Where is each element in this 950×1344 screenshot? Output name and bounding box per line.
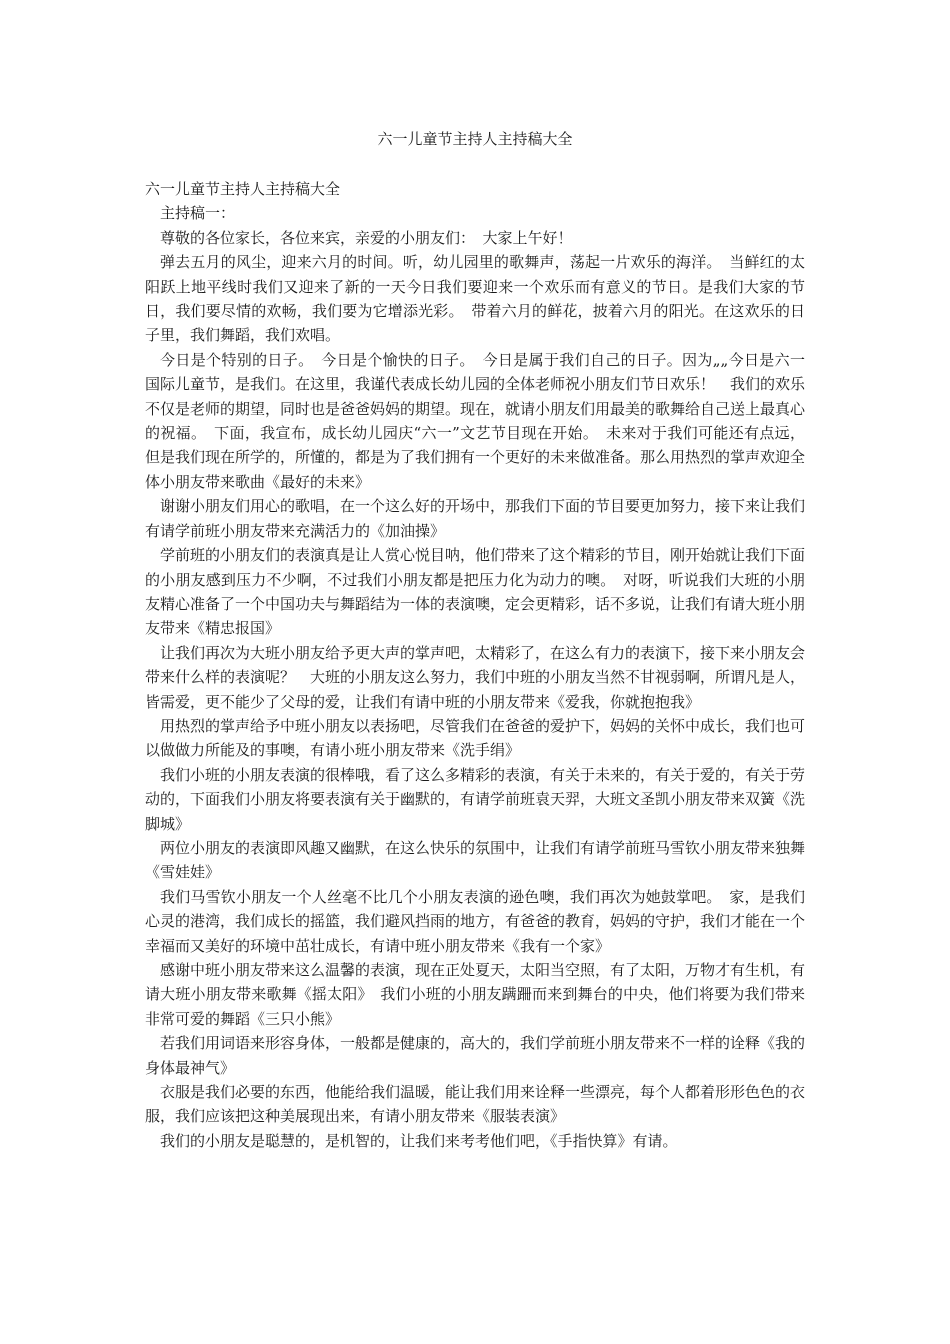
paragraph: 衣服是我们必要的东西，他能给我们温暖，能让我们用来诠释一些漂亮，每个人都着形形色色的衣服，我们应该把这种美展现出来，有请小朋友带来《服装表演》: [145, 1083, 806, 1126]
paragraph: 弹去五月的风尘，迎来六月的时间。听，幼儿园里的歌舞声，荡起一片欢乐的海洋。 当鲜红的太阳跃上地平线时我们又迎来了新的一天今日我们要迎来一个欢乐而有意义的节日。是我们大家的节日，我们要尽情的欢畅，我们要为它增添光彩。 带着六月的鲜花，披着六月的阳光。在这欢乐的日子里，我们舞蹈，我们欢唱。: [145, 253, 805, 345]
paragraph: 我们的小朋友是聪慧的，是机智的，让我们来考考他们吧，《手指快算》有请。: [160, 1131, 678, 1150]
document-body: [145, 177, 805, 1153]
paragraph: 用热烈的掌声给予中班小朋友以表扬吧，尽管我们在爸爸的爱护下，妈妈的关怀中成长，我们也可以做做力所能及的事噢，有请小班小朋友带来《洗手绢》: [145, 716, 806, 760]
section-heading: 六一儿童节主持人主持稿大全: [145, 180, 341, 198]
paragraph: 主持稿一：: [160, 204, 236, 223]
paragraph: 尊敬的各位家长，各位来宾，亲爱的小朋友们： 大家上午好！: [160, 228, 573, 247]
paragraph: 感谢中班小朋友带来这么温馨的表演，现在正处夏天，太阳当空照，有了太阳，万物才有生机，有请大班小朋友带来歌舞《摇太阳》 我们小班的小朋友蹒跚而来到舞台的中央，他们将要为我们带来非常可爱的舞蹈《三只小熊》: [145, 961, 806, 1028]
paragraph: 今日是个特别的日子。 今日是个愉快的日子。 今日是属于我们自己的日子。因为„„今日是六一国际儿童节，是我们。在这里，我谨代表成长幼儿园的全体老师祝小朋友们节日欢乐！ 我们的欢乐不仅是老师的期望，同时也是爸爸妈妈的期望。现在，就请小朋友们用最美的歌舞给自己送上最真心的祝福。 下面，我宣布，成长幼儿园庆“六一”文艺节目现在开始。 未来对于我们可能还有点远，但是我们现在所学的，所懂的，都是为了我们拥有一个更好的未来做准备。那么用热烈的掌声欢迎全体小朋友带来歌曲《最好的未来》: [145, 350, 806, 491]
document-title: 六一儿童节主持人主持稿大全: [377, 130, 573, 148]
paragraph: 我们马雪钦小朋友一个人丝毫不比几个小朋友表演的逊色噢，我们再次为她鼓掌吧。 家，是我们心灵的港湾，我们成长的摇篮，我们避风挡雨的地方，有爸爸的教育，妈妈的守护，我们才能在一个幸福而又美好的环境中茁壮成长，有请中班小朋友带来《我有一个家》: [145, 887, 806, 955]
paragraph: 学前班的小朋友们的表演真是让人赏心悦目呐，他们带来了这个精彩的节目，刚开始就让我们下面的小朋友感到压力不少啊，不过我们小朋友都是把压力化为动力的噢。 对呀，听说我们大班的小朋友精心准备了一个中国功夫与舞蹈结为一体的表演噢，定会更精彩，话不多说，让我们有请大班小朋友带来《精忠报国》: [145, 546, 806, 638]
paragraph: 让我们再次为大班小朋友给予更大声的掌声吧，太精彩了，在这么有力的表演下，接下来小朋友会带来什么样的表演呢？ 大班的小朋友这么努力，我们中班的小朋友当然不甘视弱啊，所谓凡是人，皆需爱，更不能少了父母的爱，让我们有请中班的小朋友带来《爱我，你就抱抱我》: [145, 643, 806, 711]
paragraph: 谢谢小朋友们用心的歌唱，在一个这么好的开场中，那我们下面的节目要更加努力，接下来让我们有请学前班小朋友带来充满活力的《加油操》: [145, 497, 806, 540]
paragraph: 若我们用词语来形容身体，一般都是健康的，高大的，我们学前班小朋友带来不一样的诠释《我的身体最神气》: [145, 1034, 806, 1077]
paragraph: 我们小班的小朋友表演的很棒哦，看了这么多精彩的表演，有关于未来的，有关于爱的，有关于劳动的，下面我们小朋友将要表演有关于幽默的，有请学前班袁天羿，大班文圣凯小朋友带来双簧《洗脚城》: [145, 765, 806, 833]
paragraph: 两位小朋友的表演即风趣又幽默，在这么快乐的氛围中，让我们有请学前班马雪钦小朋友带来独舞《雪娃娃》: [145, 838, 806, 882]
